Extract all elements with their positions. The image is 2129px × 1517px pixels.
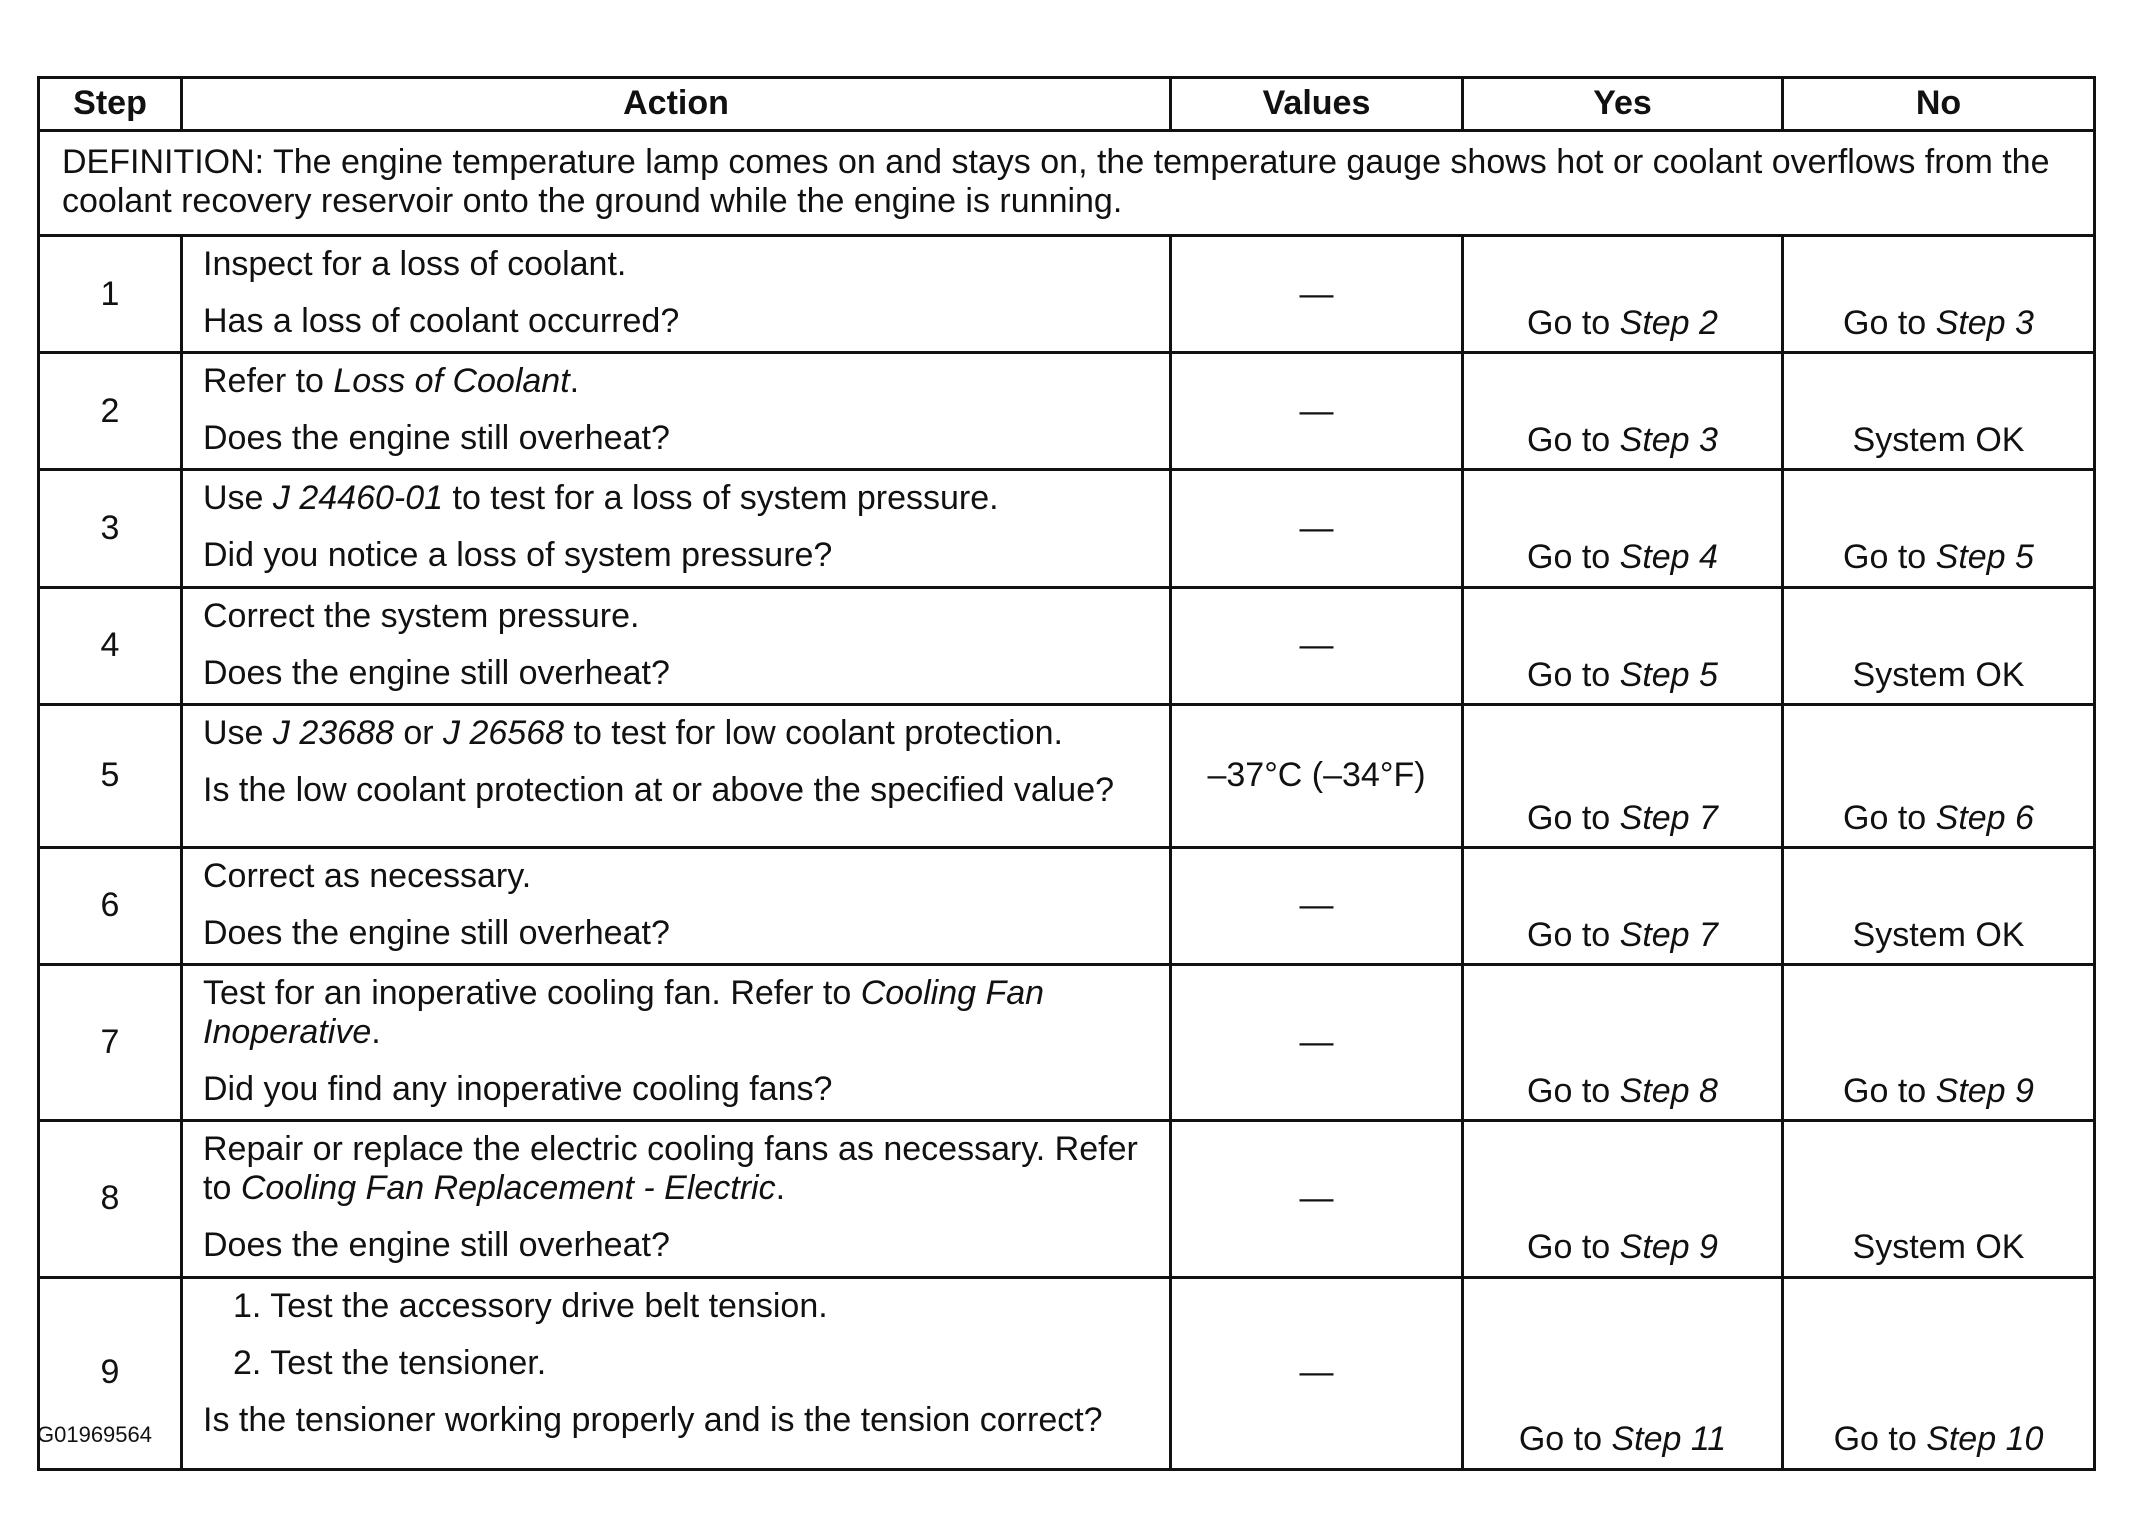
header-action: Action bbox=[182, 78, 1171, 131]
text-segment: . bbox=[569, 362, 580, 401]
action-cell bbox=[182, 353, 1171, 470]
action-paragraph bbox=[203, 419, 1149, 458]
reference-text: Step 11 bbox=[1611, 1420, 1727, 1459]
value-cell: — bbox=[1171, 847, 1463, 964]
action-paragraph bbox=[203, 1130, 1149, 1208]
header-step: Step bbox=[39, 78, 182, 131]
text-segment: . bbox=[371, 1013, 381, 1052]
value-cell: — bbox=[1171, 587, 1463, 704]
no-cell bbox=[1783, 587, 2095, 704]
text-segment: Go to bbox=[1527, 421, 1620, 460]
value-cell: — bbox=[1171, 1121, 1463, 1277]
step-row bbox=[39, 470, 2095, 587]
action-paragraph bbox=[203, 914, 1149, 953]
reference-text: Step 5 bbox=[1935, 538, 2034, 577]
action-paragraph bbox=[203, 536, 1149, 575]
action-paragraph bbox=[203, 362, 1149, 401]
no-cell bbox=[1783, 847, 2095, 964]
text-segment: Has a loss of coolant occurred? bbox=[203, 302, 680, 341]
step-number: 7 bbox=[39, 964, 182, 1120]
action-paragraph bbox=[203, 302, 1149, 341]
yes-cell bbox=[1463, 587, 1783, 704]
text-segment: Is the low coolant protection at or above the specified value? bbox=[203, 770, 1115, 809]
text-segment: to test for low coolant protection. bbox=[564, 713, 1063, 752]
yes-cell bbox=[1463, 1277, 1783, 1469]
reference-text: Step 2 bbox=[1619, 304, 1718, 343]
yes-cell bbox=[1463, 1121, 1783, 1277]
action-cell bbox=[182, 587, 1171, 704]
value-cell: — bbox=[1171, 353, 1463, 470]
step-row bbox=[39, 353, 2095, 470]
text-segment: to test for a loss of system pressure. bbox=[443, 479, 999, 518]
reference-text: Step 4 bbox=[1619, 538, 1718, 577]
text-segment: Use bbox=[203, 713, 273, 752]
definition-row bbox=[39, 131, 2095, 236]
text-segment: Go to bbox=[1518, 1420, 1612, 1459]
step-row bbox=[39, 587, 2095, 704]
action-cell bbox=[182, 236, 1171, 353]
no-cell bbox=[1783, 964, 2095, 1120]
reference-text: Step 3 bbox=[1935, 304, 2034, 343]
action-paragraph bbox=[203, 974, 1149, 1052]
text-segment: System OK bbox=[1852, 1228, 2025, 1267]
text-segment: Does the engine still overheat? bbox=[203, 913, 670, 952]
header-yes: Yes bbox=[1463, 78, 1783, 131]
text-segment: Did you find any inoperative cooling fans? bbox=[203, 1070, 833, 1109]
value-cell: –37°C (–34°F) bbox=[1171, 704, 1463, 847]
text-segment: . bbox=[775, 1169, 786, 1208]
action-paragraph bbox=[203, 479, 1149, 518]
text-segment: Correct the system pressure. bbox=[203, 596, 640, 635]
step-number: 5 bbox=[39, 704, 182, 847]
yes-cell bbox=[1463, 847, 1783, 964]
step-row bbox=[39, 236, 2095, 353]
action-paragraph bbox=[203, 597, 1149, 636]
text-segment: Go to bbox=[1843, 538, 1936, 577]
step-number: 4 bbox=[39, 587, 182, 704]
reference-text: J 23688 bbox=[272, 713, 394, 752]
reference-text: Cooling Fan Inoperative bbox=[203, 973, 1045, 1052]
text-segment: Go to bbox=[1843, 798, 1936, 837]
yes-cell bbox=[1463, 236, 1783, 353]
text-segment: Does the engine still overheat? bbox=[203, 419, 670, 458]
action-paragraph bbox=[203, 1226, 1149, 1265]
text-segment: Is the tensioner working properly and is the tension correct? bbox=[203, 1400, 1103, 1439]
text-segment: Inspect for a loss of coolant. bbox=[203, 245, 627, 283]
step-number: 8 bbox=[39, 1121, 182, 1277]
step-row bbox=[39, 1121, 2095, 1277]
action-cell bbox=[182, 847, 1171, 964]
value-cell: — bbox=[1171, 964, 1463, 1120]
reference-text: Step 8 bbox=[1619, 1072, 1718, 1111]
action-paragraph bbox=[203, 245, 1149, 284]
reference-text: Loss of Coolant bbox=[333, 362, 570, 401]
step-number: 6 bbox=[39, 847, 182, 964]
text-segment: Go to bbox=[1527, 304, 1620, 343]
table-body bbox=[39, 131, 2095, 1470]
document-id: G01969564 bbox=[37, 1422, 152, 1447]
reference-text: Step 5 bbox=[1619, 655, 1718, 694]
text-segment: System OK bbox=[1852, 915, 2025, 954]
text-segment: Go to bbox=[1527, 655, 1620, 694]
action-cell bbox=[182, 1277, 1171, 1469]
reference-text: Step 3 bbox=[1619, 421, 1718, 460]
action-paragraph bbox=[203, 1344, 1149, 1383]
text-segment: Test for an inoperative cooling fan. Refer to bbox=[203, 973, 861, 1012]
step-row bbox=[39, 964, 2095, 1120]
no-cell bbox=[1783, 236, 2095, 353]
action-paragraph bbox=[203, 857, 1149, 896]
text-segment: 2. Test the tensioner. bbox=[233, 1343, 547, 1382]
reference-text: Step 7 bbox=[1619, 798, 1718, 837]
yes-cell bbox=[1463, 470, 1783, 587]
text-segment: Refer to bbox=[203, 362, 334, 401]
step-number: 1 bbox=[39, 236, 182, 353]
action-cell bbox=[182, 704, 1171, 847]
yes-cell bbox=[1463, 964, 1783, 1120]
step-number: 9 bbox=[39, 1277, 182, 1469]
reference-text: Step 9 bbox=[1619, 1228, 1718, 1267]
action-paragraph bbox=[203, 1070, 1149, 1109]
reference-text: Step 7 bbox=[1619, 915, 1718, 954]
diagnostic-table bbox=[37, 76, 2096, 1471]
header-row bbox=[39, 78, 2095, 131]
action-cell bbox=[182, 1121, 1171, 1277]
text-segment: 1. Test the accessory drive belt tension. bbox=[233, 1286, 828, 1325]
step-row bbox=[39, 704, 2095, 847]
text-segment: Does the engine still overheat? bbox=[203, 1226, 670, 1265]
reference-text: Cooling Fan Replacement - Electric bbox=[240, 1169, 776, 1208]
action-cell bbox=[182, 470, 1171, 587]
header-no: No bbox=[1783, 78, 2095, 131]
no-cell bbox=[1783, 1121, 2095, 1277]
text-segment: Go to bbox=[1527, 798, 1620, 837]
action-paragraph bbox=[203, 1287, 1149, 1326]
value-cell: — bbox=[1171, 1277, 1463, 1469]
reference-text: J 26568 bbox=[443, 713, 565, 752]
action-paragraph bbox=[203, 714, 1149, 753]
value-cell: — bbox=[1171, 470, 1463, 587]
no-cell bbox=[1783, 353, 2095, 470]
definition-text: DEFINITION: The engine temperature lamp comes on and stays on, the temperature gauge shows hot or coolant overflows from the coolant recovery reservoir onto the ground while the engine is running. bbox=[39, 131, 2095, 236]
text-segment: Go to bbox=[1527, 1072, 1620, 1111]
step-row bbox=[39, 847, 2095, 964]
yes-cell bbox=[1463, 704, 1783, 847]
text-segment: Go to bbox=[1527, 538, 1620, 577]
text-segment: Correct as necessary. bbox=[203, 856, 532, 895]
yes-cell bbox=[1463, 353, 1783, 470]
text-segment: Go to bbox=[1527, 1228, 1620, 1267]
text-segment: System OK bbox=[1852, 655, 2025, 694]
text-segment: Does the engine still overheat? bbox=[203, 653, 670, 692]
text-segment: System OK bbox=[1852, 421, 2025, 460]
text-segment: Did you notice a loss of system pressure? bbox=[203, 536, 833, 575]
text-segment: Go to bbox=[1843, 304, 1936, 343]
step-number: 2 bbox=[39, 353, 182, 470]
reference-text: Step 6 bbox=[1935, 798, 2034, 837]
text-segment: or bbox=[393, 713, 444, 752]
step-row bbox=[39, 1277, 2095, 1469]
step-number: 3 bbox=[39, 470, 182, 587]
value-cell: — bbox=[1171, 236, 1463, 353]
no-cell bbox=[1783, 470, 2095, 587]
header-values: Values bbox=[1171, 78, 1463, 131]
action-paragraph bbox=[203, 771, 1149, 810]
action-paragraph bbox=[203, 654, 1149, 693]
text-segment: Go to bbox=[1527, 915, 1620, 954]
action-paragraph bbox=[203, 1401, 1149, 1440]
reference-text: Step 10 bbox=[1926, 1420, 2044, 1459]
reference-text: J 24460-01 bbox=[272, 479, 444, 518]
no-cell bbox=[1783, 1277, 2095, 1469]
text-segment: Use bbox=[203, 479, 273, 518]
text-segment: Go to bbox=[1843, 1072, 1936, 1111]
no-cell bbox=[1783, 704, 2095, 847]
reference-text: Step 9 bbox=[1935, 1072, 2034, 1111]
action-cell bbox=[182, 964, 1171, 1120]
text-segment: Repair or replace the electric cooling fans as necessary. Refer to bbox=[203, 1130, 1138, 1208]
text-segment: Go to bbox=[1833, 1420, 1927, 1459]
